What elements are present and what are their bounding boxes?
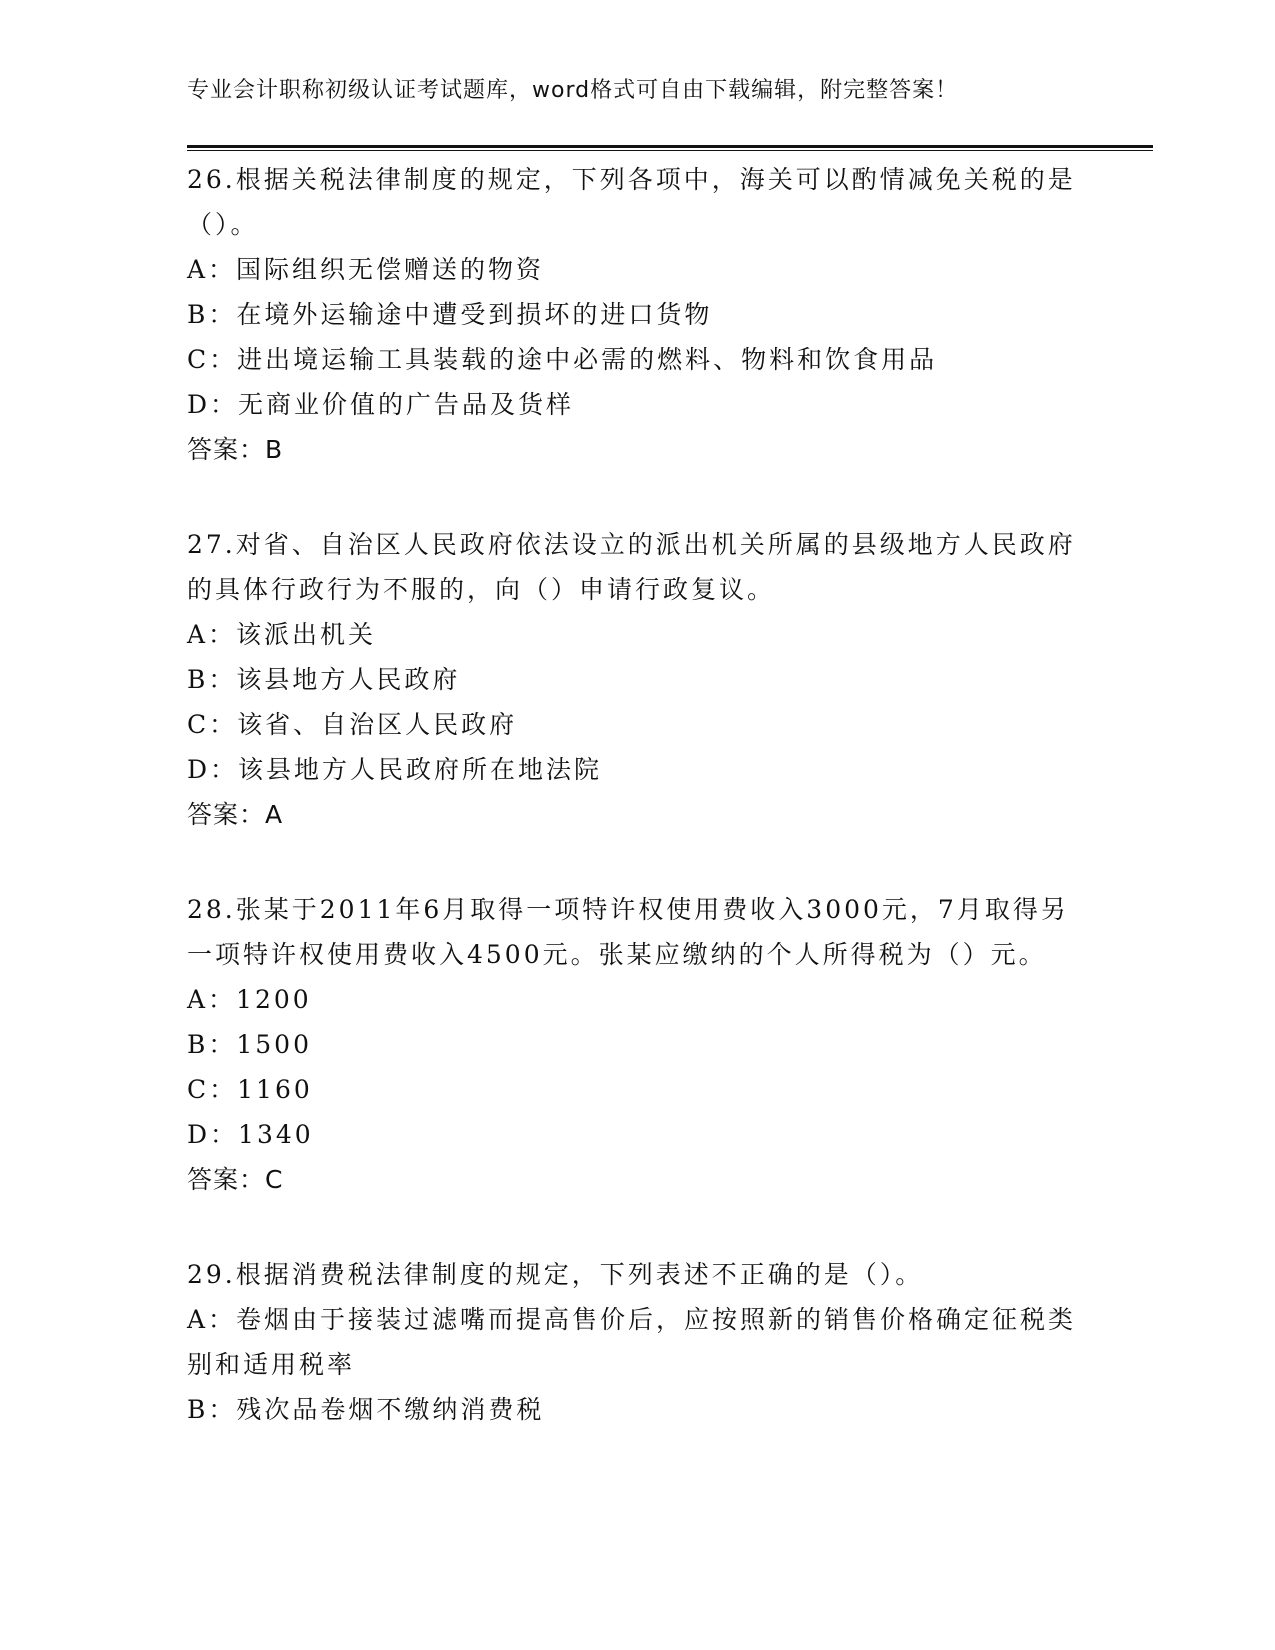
option-a: A：卷烟由于接装过滤嘴而提高售价后，应按照新的销售价格确定征税类别和适用税率 xyxy=(187,1305,1077,1379)
question-27 xyxy=(187,522,1077,837)
option-b: B：1500 xyxy=(187,1030,312,1059)
question-stem: 28.张某于2011年6月取得一项特许权使用费收入3000元，7月取得另一项特许权使用费收入4500元。张某应缴纳的个人所得税为（）元。 xyxy=(187,895,1069,969)
question-29 xyxy=(187,1252,1077,1432)
option-b: B：在境外运输途中遭受到损坏的进口货物 xyxy=(187,300,713,329)
question-28 xyxy=(187,887,1077,1202)
option-b: B：该县地方人民政府 xyxy=(187,665,461,694)
header-rule xyxy=(187,145,1153,148)
question-stem: 26.根据关税法律制度的规定，下列各项中，海关可以酌情减免关税的是（）。 xyxy=(187,165,1076,239)
page-header: 专业会计职称初级认证考试题库，word格式可自由下载编辑，附完整答案！ xyxy=(187,78,959,103)
option-d: D：该县地方人民政府所在地法院 xyxy=(187,755,603,784)
question-list xyxy=(187,157,1077,1482)
option-c: C：1160 xyxy=(187,1075,313,1104)
question-stem: 29.根据消费税法律制度的规定，下列表述不正确的是（）。 xyxy=(187,1260,924,1289)
option-d: D：无商业价值的广告品及货样 xyxy=(187,390,575,419)
option-c: C：该省、自治区人民政府 xyxy=(187,710,518,739)
option-c: C：进出境运输工具装载的途中必需的燃料、物料和饮食用品 xyxy=(187,345,938,374)
option-a: A：国际组织无偿赠送的物资 xyxy=(187,255,545,284)
option-b: B：残次品卷烟不缴纳消费税 xyxy=(187,1395,545,1424)
answer: 答案：B xyxy=(187,435,284,464)
option-a: A：该派出机关 xyxy=(187,620,377,649)
answer: 答案：C xyxy=(187,1165,284,1194)
option-a: A：1200 xyxy=(187,985,312,1014)
header-rule-thin xyxy=(187,150,1153,151)
option-d: D：1340 xyxy=(187,1120,314,1149)
question-26 xyxy=(187,157,1077,472)
question-stem: 27.对省、自治区人民政府依法设立的派出机关所属的县级地方人民政府的具体行政行为不服的，向（）申请行政复议。 xyxy=(187,530,1076,604)
answer: 答案：A xyxy=(187,800,284,829)
